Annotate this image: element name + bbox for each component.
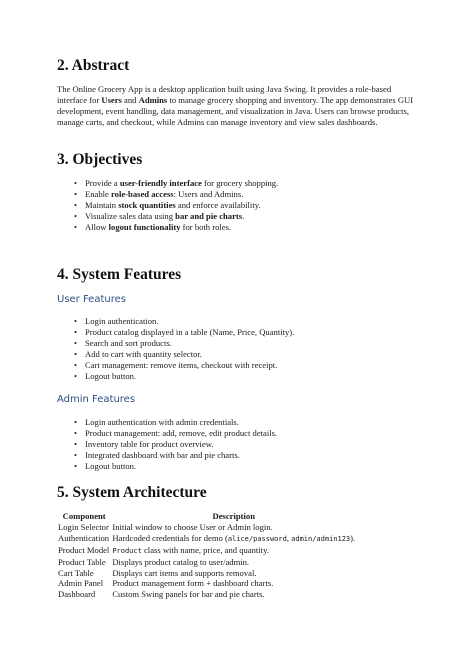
column-header-description: Description [212, 511, 255, 521]
user-features-list [57, 316, 294, 381]
table-row [57, 557, 356, 568]
description-cell: Initial window to choose User or Admin login. [112, 521, 273, 532]
architecture-table-body [57, 522, 356, 600]
component-cell: Product Model [58, 544, 110, 555]
list-item: • Allow logout functionality for both roles. [57, 222, 278, 233]
list-item: • Product catalog displayed in a table (Name, Price, Quantity). [57, 327, 294, 338]
list-item: • Logout button. [57, 461, 277, 472]
table-row [57, 522, 356, 533]
admin-features-list [57, 417, 277, 472]
description-cell: Displays product catalog to user/admin. [112, 556, 250, 567]
description-cell: Hardcoded credentials for demo (alice/password, admin/admin123). [112, 532, 356, 543]
abstract-paragraph: The Online Grocery App is a desktop application built using Java Swing. It provides a role-based interface for Users and Admins to manage grocery shopping and inventory. The app demonstrates GUI development, event handling, data management, and visualization in Java. Users can browse products, manage carts, and checkout, while Admins can manage inventory and view sales dashboards. [57, 84, 414, 127]
description-cell: Displays cart items and supports removal. [112, 567, 257, 578]
architecture-table [57, 511, 356, 600]
component-cell: Login Selector [58, 521, 109, 532]
description-cell: Custom Swing panels for bar and pie charts. [112, 589, 265, 600]
list-item: • Integrated dashboard with bar and pie charts. [57, 450, 277, 461]
list-item: • Product management: add, remove, edit product details. [57, 428, 277, 439]
list-item: • Inventory table for product overview. [57, 439, 277, 450]
description-cell: Product class with name, price, and quantity. [112, 544, 269, 555]
description-cell: Product management form + dashboard charts. [112, 578, 274, 589]
list-item: • Maintain stock quantities and enforce availability. [57, 200, 278, 211]
table-row [57, 568, 356, 579]
objectives-list [57, 178, 278, 233]
list-item: • Login authentication with admin credentials. [57, 417, 277, 428]
list-item: • Logout button. [57, 371, 294, 382]
list-item: • Enable role-based access: Users and Admins. [57, 189, 278, 200]
system-architecture-heading: 5. System Architecture [57, 484, 207, 501]
user-features-heading: User Features [57, 294, 126, 305]
objectives-heading: 3. Objectives [57, 151, 143, 168]
abstract-heading: 2. Abstract [57, 57, 130, 74]
list-item: • Visualize sales data using bar and pie charts. [57, 211, 278, 222]
column-header-component: Component [62, 511, 106, 521]
component-cell: Cart Table [58, 567, 94, 578]
list-item: • Login authentication. [57, 316, 294, 327]
table-row [57, 589, 356, 600]
table-row [57, 578, 356, 589]
component-cell: Dashboard [58, 589, 96, 600]
table-row [57, 545, 356, 557]
component-cell: Product Table [58, 556, 106, 567]
list-item: • Cart management: remove items, checkout with receipt. [57, 360, 294, 371]
system-features-heading: 4. System Features [57, 266, 182, 283]
admin-features-heading: Admin Features [57, 394, 136, 405]
list-item: • Provide a user-friendly interface for grocery shopping. [57, 178, 278, 189]
table-header-row [57, 511, 356, 522]
component-cell: Admin Panel [58, 578, 104, 589]
list-item: • Add to cart with quantity selector. [57, 349, 294, 360]
table-row [57, 533, 356, 545]
component-cell: Authentication [58, 532, 110, 543]
list-item: • Search and sort products. [57, 338, 294, 349]
